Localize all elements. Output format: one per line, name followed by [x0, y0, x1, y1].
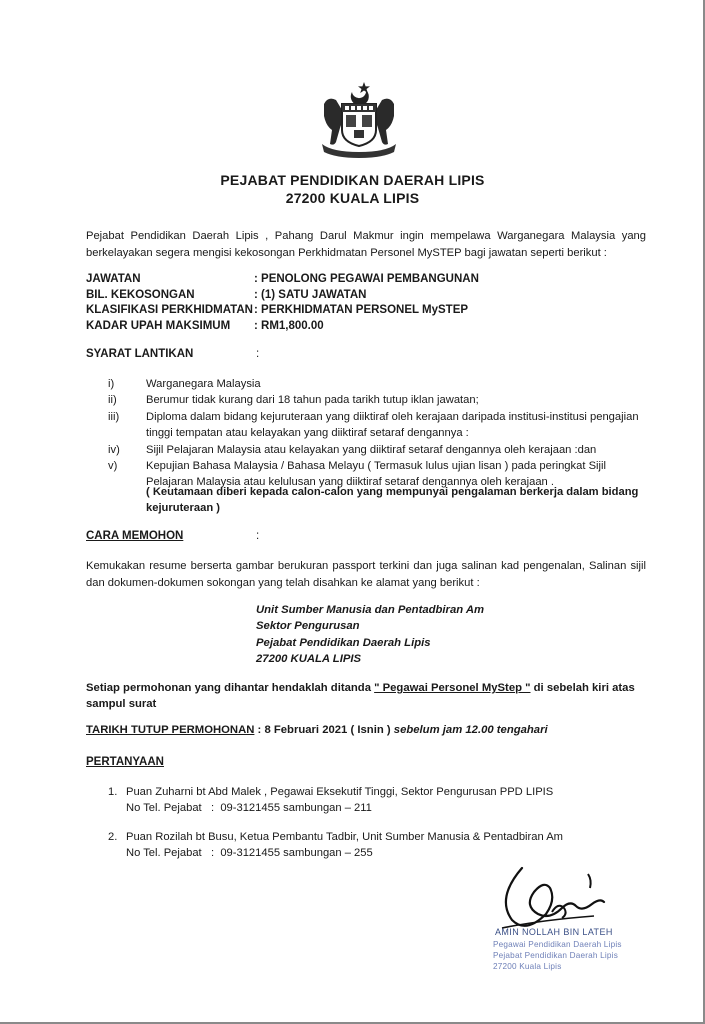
closing-date-value: 8 Februari 2021 ( Isnin )	[264, 724, 394, 736]
list-text: Sijil Pelajaran Malaysia atau kelayakan yang diiktiraf setaraf dengannya oleh kerajaan :dan	[146, 443, 597, 456]
detail-row	[86, 288, 646, 304]
address-line: 27200 KUALA LIPIS	[256, 652, 362, 665]
envelope-note	[86, 680, 646, 713]
list-text: Kepujian Bahasa Malaysia / Bahasa Melayu ( Termasuk lulus ujian lisan ) pada peringkat Sijil Pelajaran Malaysia atau kelulusan yang diiktiraf setaraf dengannya oleh kerajaan .	[146, 460, 606, 489]
closing-date-label: TARIKH TUTUP PERMOHONAN	[86, 724, 255, 736]
office-title: PEJABAT PENDIDIKAN DAERAH LIPIS	[220, 172, 485, 188]
requirements-heading-text: SYARAT LANTIKAN	[86, 348, 194, 360]
requirements-heading	[86, 348, 260, 360]
detail-row	[86, 303, 646, 319]
mailing-address	[256, 602, 484, 667]
requirements-list	[108, 376, 648, 491]
list-number: iv)	[108, 443, 120, 456]
contact-phone: No Tel. Pejabat : 09-3121455 sambungan – 255	[126, 847, 373, 860]
closing-time-value: sebelum jam 12.00 tengahari	[393, 724, 548, 736]
address-line: Sektor Pengurusan	[256, 620, 360, 633]
detail-row	[86, 319, 646, 335]
list-number: iii)	[108, 410, 120, 423]
list-text: Diploma dalam bidang kejuruteraan yang diiktiraf oleh kerajaan daripada institusi-institusi pengajian tinggi tempatan atau kelayakan yang diiktiraf setaraf dengannya :	[146, 410, 639, 440]
list-number: i)	[108, 378, 115, 390]
contact-item	[108, 829, 563, 862]
stamp-line: Pegawai Pendidikan Daerah Lipis	[493, 940, 622, 949]
contact-number: 1.	[108, 786, 118, 798]
closing-date-separator: :	[254, 724, 265, 736]
detail-label: BIL. KEKOSONGAN	[86, 288, 195, 301]
detail-value: : PERKHIDMATAN PERSONEL MySTEP	[254, 304, 469, 317]
envelope-note-text: Setiap permohonan yang dihantar hendaklah ditanda	[86, 682, 375, 694]
heading-colon: :	[256, 348, 260, 360]
list-number: ii)	[108, 394, 117, 407]
contact-person: Puan Rozilah bt Busu, Ketua Pembantu Tadbir, Unit Sumber Manusia & Pentadbiran Am	[126, 831, 563, 843]
list-item	[108, 409, 648, 442]
stamp-line: Pejabat Pendidikan Daerah Lipis	[493, 951, 618, 960]
job-details	[86, 272, 646, 334]
closing-date	[86, 724, 666, 736]
list-item	[108, 392, 648, 408]
detail-label: KADAR UPAH MAKSIMUM	[86, 319, 231, 332]
list-number: v)	[108, 460, 118, 473]
signatory-name: AMIN NOLLAH BIN LATEH	[495, 927, 613, 937]
intro-paragraph: Pejabat Pendidikan Daerah Lipis , Pahang Darul Makmur ingin mempelawa Warganegara Malaysia yang berkelayakan segera mengisi kekosongan Perkhidmatan Personel MySTEP bagi jawatan seperti berikut :	[86, 230, 646, 259]
office-city: 27200 KUALA LIPIS	[285, 190, 420, 206]
detail-label: JAWATAN	[86, 273, 141, 285]
application-heading-text: CARA MEMOHON	[86, 530, 184, 542]
list-text: Warganegara Malaysia	[146, 378, 261, 390]
list-item	[108, 376, 648, 392]
signature-icon	[492, 858, 612, 936]
envelope-mark-text: " Pegawai Personel MyStep "	[374, 682, 531, 694]
list-item	[108, 442, 648, 458]
address-line: Pejabat Pendidikan Daerah Lipis	[256, 636, 431, 649]
detail-label: KLASIFIKASI PERKHIDMATAN	[86, 304, 253, 317]
contact-phone: No Tel. Pejabat : 09-3121455 sambungan – 211	[126, 802, 372, 815]
enquiries-heading: PERTANYAAN	[86, 756, 164, 768]
list-text: Berumur tidak kurang dari 18 tahun pada tarikh tutup iklan jawatan;	[146, 394, 479, 407]
application-instructions: Kemukakan resume berserta gambar berukuran passport terkini dan juga salinan kad pengenalan, Salinan sijil dan dokumen-dokumen sokongan yang telah disahkan ke alamat yang berikut :	[86, 560, 646, 589]
contact-item	[108, 784, 553, 817]
stamp-line: 27200 Kuala Lipis	[493, 962, 562, 971]
detail-value: : PENOLONG PEGAWAI PEMBANGUNAN	[254, 273, 479, 285]
priority-note: ( Keutamaan diberi kepada calon-calon yang mempunyai pengalaman berkerja dalam bidang kejuruteraan )	[146, 486, 639, 515]
detail-row	[86, 272, 646, 288]
contact-number: 2.	[108, 831, 118, 843]
envelope-note-text: di sebelah kiri atas sampul surat	[86, 682, 635, 711]
malaysia-coat-of-arms-icon	[318, 78, 400, 158]
detail-value: : RM1,800.00	[254, 319, 324, 332]
address-line: Unit Sumber Manusia dan Pentadbiran Am	[256, 604, 485, 616]
heading-colon: :	[256, 530, 260, 542]
detail-value: : (1) SATU JAWATAN	[254, 288, 367, 301]
contact-person: Puan Zuharni bt Abd Malek , Pegawai Eksekutif Tinggi, Sektor Pengurusan PPD LIPIS	[126, 786, 554, 798]
application-heading	[86, 530, 260, 542]
